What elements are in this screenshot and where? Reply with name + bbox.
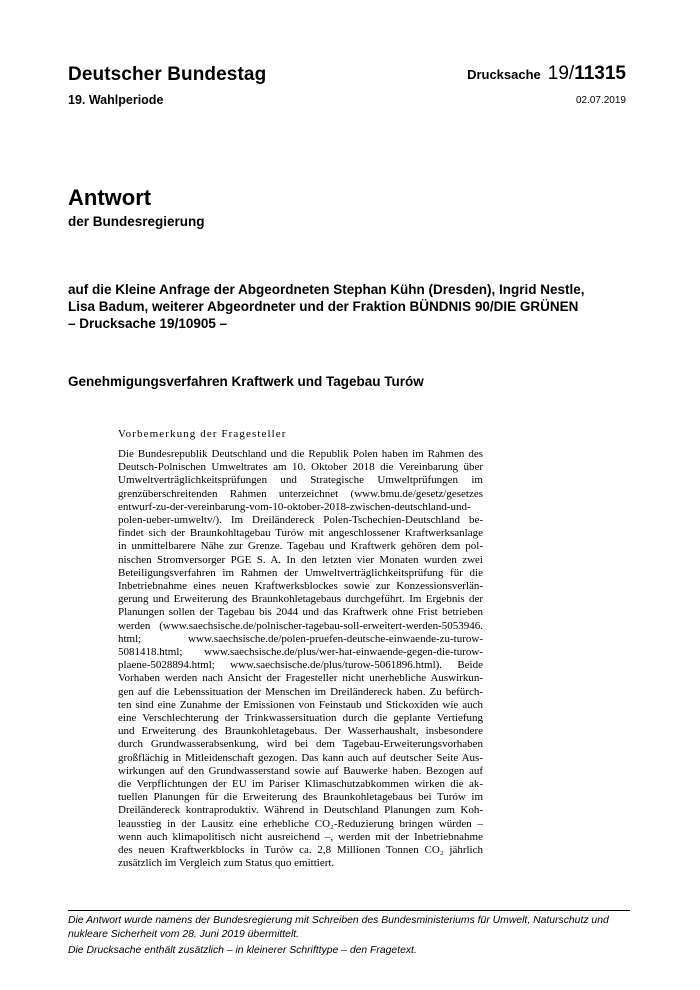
footer-note-transmission: Die Antwort wurde namens der Bundesregierung mit Schreiben des Bundesministeriums für Umwelt, Naturschutz und nukleare Sicherheit vom 28. Juni 2019 übermittelt. [68, 915, 609, 940]
legislative-period: 19. Wahlperiode [68, 93, 164, 107]
inquiry-line: Lisa Badum, weiterer Abgeordneter und der Fraktion BÜNDNIS 90/DIE GRÜNEN [68, 299, 579, 314]
paragraph-line: grenzüberschreitenden Rahmen unterzeichnet (www.bmu.de/gesetz/gesetzes [118, 487, 483, 500]
paragraph-line: plaene-5028894.html; www.saechsische.de/plus/turow-5061896.html). Beide [118, 659, 483, 672]
paragraph-line: Dreiländereck kontraproduktiv. Während in Deutschland Planungen zum Koh- [118, 804, 483, 817]
parliament-name: Deutscher Bundestag [68, 64, 267, 85]
paragraph-line: die Verpflichtungen der EU im Pariser Klimaschutzabkommen wirken die ak- [118, 778, 483, 791]
paragraph-line: html; www.saechsische.de/polen-pruefen-deutsche-einwaende-zu-turow- [118, 632, 483, 645]
document-subtitle: der Bundesregierung [68, 214, 205, 229]
paragraph-line: großflächig in Mitleidenschaft gezogen. Das kann auch auf deutscher Seite Aus- [118, 751, 483, 764]
inquiry-reference [68, 281, 638, 332]
inquiry-line: – Drucksache 19/10905 – [68, 316, 228, 331]
preliminary-remark-heading: Vorbemerkung der Fragesteller [118, 428, 287, 440]
paragraph-line: eine Verschlechterung der Trinkwassersituation durch die geplante Vertiefung [118, 712, 483, 725]
paragraph-line: und Erweiterung des Braunkohletagebaus. Der Wasserhaushalt, insbesondere [118, 725, 483, 738]
paragraph-line: Vorhaben werden nach Ansicht der Fragesteller nicht unerhebliche Auswirkun- [118, 672, 483, 685]
paragraph-line: Umweltverträglichkeitsprüfungen und Strategische Umweltprüfungen im [118, 474, 483, 487]
inquiry-line: auf die Kleine Anfrage der Abgeordneten Stephan Kühn (Dresden), Ingrid Nestle, [68, 282, 585, 297]
footer-divider [68, 910, 630, 911]
paragraph-line: werden (www.saechsische.de/polnischer-tagebau-soll-erweitert-werden-5053946. [118, 619, 483, 632]
paragraph-line: entwurf-zu-der-vereinbarung-vom-10-oktober-2018-zwischen-deutschland-und- [118, 500, 471, 513]
drucksache-id [548, 63, 626, 85]
paragraph-line: des neuen Kraftwerkblocks in Turów ca. 2,8 Millionen Tonnen CO₂ jährlich [118, 844, 483, 857]
paragraph-line: Die Bundesrepublik Deutschland und die Republik Polen haben im Rahmen des [118, 448, 483, 460]
paragraph-line: in unmittelbarere Nähe zur Grenze. Tagebau und Kraftwerk gehören dem pol- [118, 540, 483, 553]
paragraph-line: findet sich der Braunkohltagebau Turów mit angeschlossener Kraftwerksanlage [118, 527, 483, 540]
drucksache-number [467, 63, 626, 85]
document-date: 02.07.2019 [575, 95, 626, 106]
paragraph-line: gen auf die Lebenssituation der Menschen im Dreiländereck haben. Zu befürch- [118, 685, 483, 698]
preliminary-remark-body [118, 448, 483, 871]
footer-note-content: Die Drucksache enthält zusätzlich – in kleinerer Schrifttype – den Fragetext. [68, 945, 417, 956]
document-title: Antwort [68, 185, 152, 210]
paragraph-line: wenn auch klimapolitisch nicht ausreichend –, werden mit der Inbetriebnahme [118, 830, 483, 843]
subject-heading: Genehmigungsverfahren Kraftwerk und Tagebau Turów [68, 374, 424, 389]
paragraph-line: ten sind eine Zunahme der Emissionen von Feinstaub und Stickoxiden wie auch [118, 698, 483, 711]
paragraph-line: Deutsch-Polnischen Umweltrates am 10. Oktober 2018 die Vereinbarung über [118, 461, 483, 474]
paragraph-line: wirkungen auf den Grundwasserstand sowie auf Bauwerke haben. Bezogen auf [118, 764, 483, 777]
paragraph-line: zusätzlich im Vergleich zum Status quo emittiert. [118, 857, 335, 870]
paragraph-line: leausstieg in der Lausitz eine erhebliche CO₂-Reduzierung bringen würden – [118, 817, 483, 830]
paragraph-line: Planungen sollen der Tagebau bis 2044 und das Kraftwerk ohne Frist betrieben [118, 606, 483, 619]
paragraph-line: durch Grundwasserabsenkung, wird bei dem Tagebau-Erweiterungsvorhaben [118, 738, 483, 751]
paragraph-line: Inbetriebnahme eines neuen Kraftwerksblockes sowie zur Konzessionsverlän- [118, 580, 483, 593]
drucksache-prefix: 19/ [547, 63, 575, 84]
drucksache-serial: 11315 [574, 63, 626, 84]
drucksache-label: Drucksache [467, 67, 541, 82]
paragraph-line: Beteiligungsverfahren im Rahmen der Umweltverträglichkeitsprüfung für die [118, 566, 483, 579]
paragraph-line: tuellen Planungen für die Erweiterung des Braunkohletagebaus bei Turów im [118, 791, 483, 804]
paragraph-line: gerung und Erweiterung des Braunkohletagebaus durchgeführt. Im Ergebnis der [118, 593, 483, 606]
paragraph-line: 5081418.html; www.saechsische.de/plus/wer-hat-einwaende-gegen-die-turow- [118, 646, 483, 659]
paragraph-line: nischen Stromversorger PGE S. A. In den letzten vier Monaten wurden zwei [118, 553, 483, 566]
paragraph-line: polen-ueber-umweltv/). Im Dreiländereck Polen-Tschechien-Deutschland be- [118, 514, 483, 527]
